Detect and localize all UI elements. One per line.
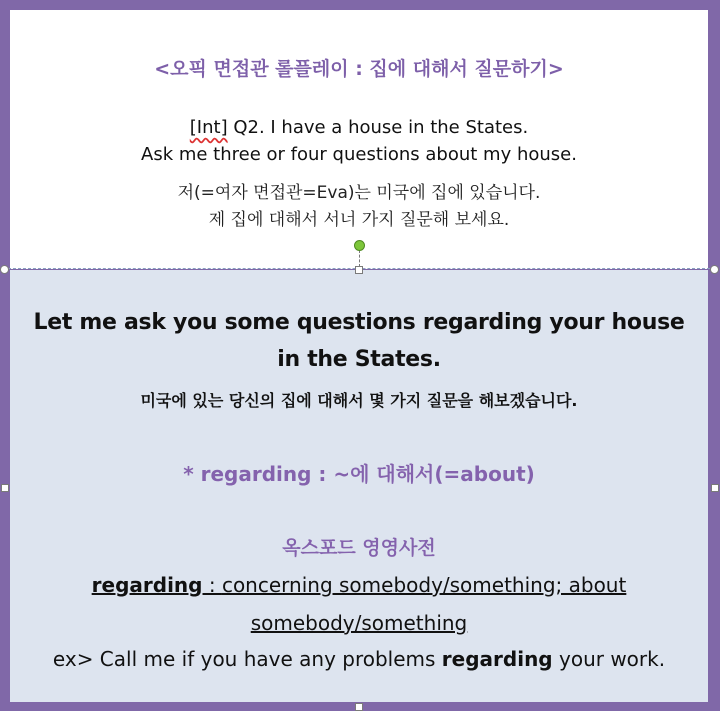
answer-english: Let me ask you some questions regarding your house in the States. (33, 310, 685, 372)
page-title: <오픽 면접관 롤플레이 : 집에 대해서 질문하기> (154, 58, 564, 80)
question-korean-line-1: 저(=여자 면접관=Eva)는 미국에 집에 있습니다. (177, 183, 541, 203)
resize-handle-bottom[interactable] (355, 703, 363, 711)
resize-handle-left[interactable] (1, 484, 9, 492)
dictionary-title: 옥스포드 영영사전 (282, 537, 436, 559)
question-block (10, 114, 708, 168)
rotation-stem (359, 250, 360, 267)
resize-handle-right[interactable] (711, 484, 719, 492)
dictionary-separator: : (202, 573, 222, 597)
question-line-2: Ask me three or four questions about my house. (141, 144, 577, 165)
dictionary-word: regarding (91, 573, 203, 597)
question-line-1-text: Q2. I have a house in the States. (227, 117, 529, 138)
vocabulary-note: * regarding : ~에 대해서(=about) (183, 462, 535, 486)
example-prefix: ex> Call me if you have any problems (52, 647, 442, 671)
answer-korean: 미국에 있는 당신의 집에 대해서 몇 가지 질문을 해보겠습니다. (140, 391, 578, 410)
question-card (10, 10, 708, 269)
dictionary-definition-text: concerning somebody/something; about somebody/something (221, 573, 627, 635)
example-sentence (10, 647, 708, 671)
rotate-handle[interactable] (354, 240, 365, 251)
example-suffix: your work. (552, 647, 666, 671)
interviewer-tag: [Int] (189, 117, 228, 138)
resize-handle-top-left[interactable] (0, 265, 9, 274)
resize-handle-top-right[interactable] (710, 265, 719, 274)
answer-card[interactable] (10, 270, 708, 702)
dictionary-definition (50, 566, 668, 642)
question-korean-line-2: 제 집에 대해서 서너 가지 질문해 보세요. (208, 210, 510, 230)
question-korean (10, 180, 708, 234)
resize-handle-top[interactable] (355, 266, 363, 274)
question-line-1 (10, 114, 708, 141)
example-keyword: regarding (441, 647, 553, 671)
